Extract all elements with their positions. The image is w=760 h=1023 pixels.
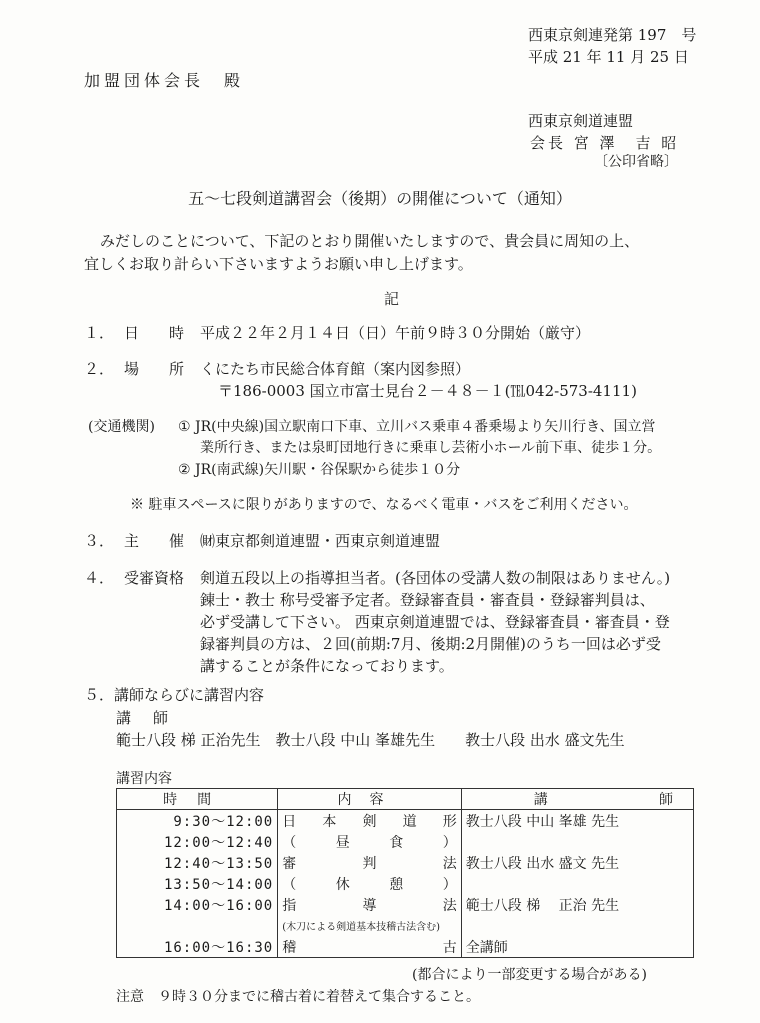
item-2-number: ２．: [84, 360, 115, 378]
cell-lecturer: 範士八段 梯 正治 先生: [461, 894, 693, 915]
transport-route-2: ② JR(南武線)矢川駅・谷保駅から徒歩１０分: [178, 462, 461, 478]
cell-lecturer: 教士八段 出水 盛文 先生: [461, 852, 693, 873]
schedule-header-row: [117, 789, 694, 810]
item-3-value: ㈶東京都剣道連盟・西東京剣道連盟: [200, 532, 441, 550]
table-row: [117, 894, 694, 915]
cell-content: 日本剣道形: [278, 810, 462, 832]
item-4-label: 受審資格: [124, 569, 185, 587]
cell-time: 14:00～16:00: [117, 894, 278, 915]
header-time: 時間: [117, 789, 278, 810]
cell-time: 12:00～12:40: [117, 831, 278, 852]
item-4-line: 剣道五段以上の指導担当者。(各団体の受講人数の制限はありません。): [200, 569, 671, 587]
item-4-line: 講することが条件になっております。: [200, 657, 454, 675]
item-1-label: 日時: [124, 324, 215, 342]
document-title: 五～七段剣道講習会（後期）の開催について（通知）: [188, 189, 572, 208]
item-4-line: 錬士・教士 称号受審予定者。登録審査員・審査員・登録審判員は、: [200, 591, 655, 609]
table-row: [117, 936, 694, 958]
item-3-number: ３．: [84, 532, 115, 550]
transport-label: (交通機関): [88, 419, 155, 435]
lecturers-sub-label: 講師: [116, 709, 191, 727]
intro-line-1: みだしのことについて、下記のとおり開催いたしますので、貴会員に周知の上、: [100, 232, 640, 250]
table-row: [117, 810, 694, 832]
item-2-address: 〒186-0003 国立市富士見台２－４８－１(℡042-573-4111): [218, 382, 637, 400]
cell-content: 稽古: [278, 936, 462, 958]
item-2-venue: くにたち市民総合体育館（案内図参照）: [200, 360, 471, 378]
item-1-value: 平成２２年２月１４日（日）午前９時３０分開始（厳守）: [200, 324, 591, 342]
item-4-number: ４．: [84, 569, 115, 587]
cell-time: 12:40～13:50: [117, 852, 278, 873]
item-4-line: 録審判員の方は、２回(前期:7月、後期:2月開催)のうち一回は必ず受: [200, 635, 661, 653]
cell-lecturer: 教士八段 中山 峯雄 先生: [461, 810, 693, 832]
sender-name: 会長 宮 澤 吉 昭: [530, 134, 680, 152]
item-1-number: １．: [84, 324, 115, 342]
cell-content: （昼食）: [278, 831, 462, 852]
table-row: [117, 831, 694, 852]
header-content: 内容: [278, 789, 462, 810]
cell-content: 指導法: [278, 894, 462, 915]
transport-route-1-line-1: ① JR(中央線)国立駅南口下車、立川バス乗車４番乗場より矢川行き、国立営: [178, 419, 656, 435]
item-3-label: 主催: [124, 532, 215, 550]
item-2-label: 場所: [124, 360, 215, 378]
caution-note: 注意 ９時３０分までに稽古着に着替えて集合すること。: [116, 989, 480, 1005]
item-5-number: ５．: [84, 686, 115, 704]
cell-time: 16:00～16:30: [117, 936, 278, 958]
header-lecturer: 講 師: [461, 789, 693, 810]
item-5-label: 講師ならびに講習内容: [114, 686, 265, 704]
item-4-line: 必ず受講して下さい。 西東京剣道連盟では、登録審査員・審査員・登: [200, 613, 670, 631]
ki-marker: 記: [384, 290, 400, 308]
parking-note: ※ 駐車スペースに限りがありますので、なるべく電車・バスをご利用ください。: [130, 497, 638, 513]
sender-organization: 西東京剣道連盟: [528, 112, 634, 130]
cell-content-note: (木刀による剣道基本技稽古法含む): [278, 915, 462, 936]
cell-time: [117, 915, 278, 936]
intro-line-2: 宜しくお取り計らい下さいますようお願い申し上げます。: [84, 255, 473, 273]
cell-lecturer: [461, 831, 693, 852]
cell-content: 審判法: [278, 852, 462, 873]
cell-time: 13:50～14:00: [117, 873, 278, 894]
table-row: [117, 915, 694, 936]
table-row: [117, 873, 694, 894]
transport-route-1-line-2: 業所行き、または泉町団地行きに乗車し芸術小ホール前下車、徒歩１分。: [200, 440, 662, 456]
lecturers-list: 範士八段 梯 正治先生 教士八段 中山 峯雄先生 教士八段 出水 盛文先生: [116, 731, 625, 749]
recipient: 加盟団体会長 殿: [84, 71, 245, 90]
cell-lecturer: 全講師: [461, 936, 693, 958]
schedule-caption: 講習内容: [116, 771, 172, 787]
cell-content: （休憩）: [278, 873, 462, 894]
document-number: 西東京剣連発第 197 号: [528, 26, 697, 44]
schedule-table: [116, 788, 694, 958]
cell-lecturer: [461, 915, 693, 936]
schedule-change-note: (都合により一部変更する場合がある): [412, 967, 647, 983]
table-row: [117, 852, 694, 873]
cell-time: 9:30～12:00: [117, 810, 278, 832]
document-date: 平成 21 年 11 月 25 日: [528, 48, 689, 66]
cell-lecturer: [461, 873, 693, 894]
seal-note: 〔公印省略〕: [594, 154, 678, 170]
